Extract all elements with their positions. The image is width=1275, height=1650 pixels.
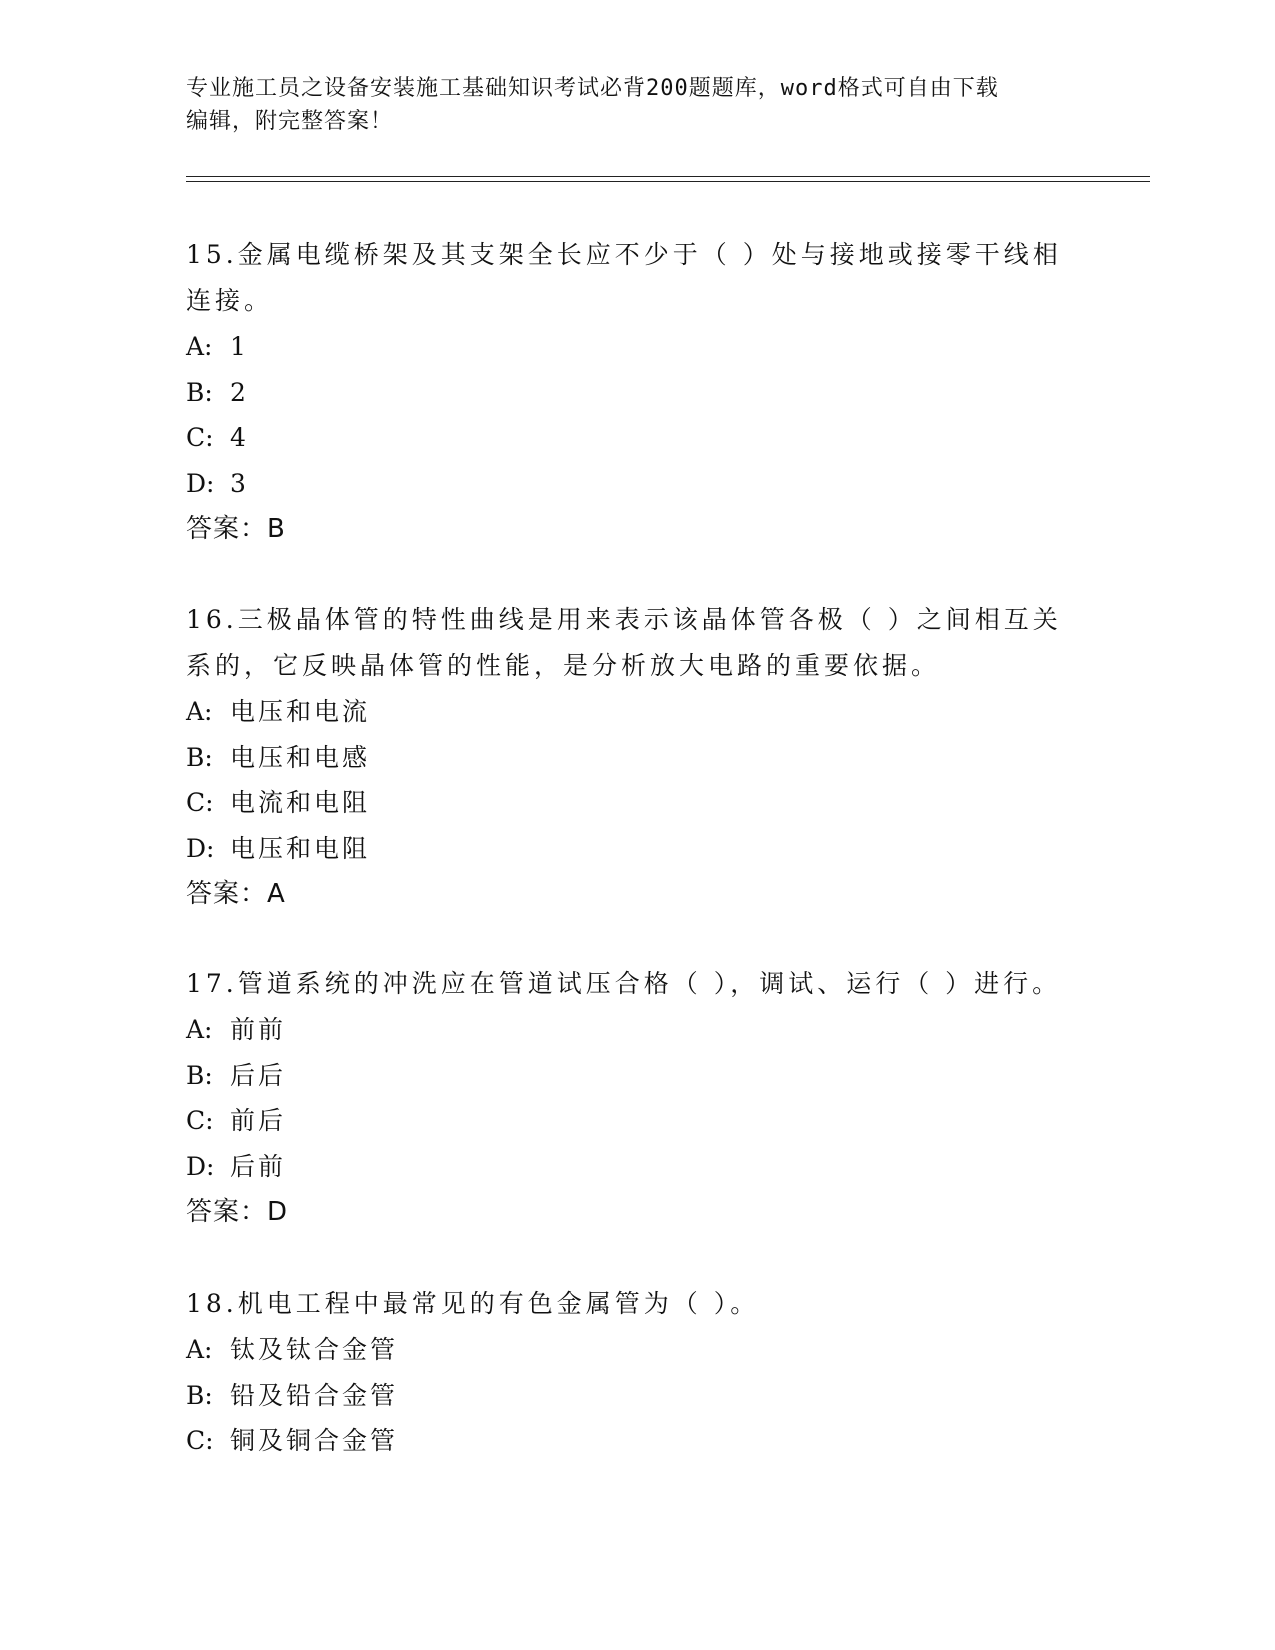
question-16 bbox=[186, 597, 1066, 917]
option-value: 电流和电阻 bbox=[230, 788, 371, 817]
option-key: D: bbox=[186, 833, 215, 863]
option-value: 2 bbox=[230, 377, 249, 407]
option-key: B: bbox=[186, 1060, 213, 1090]
option-d bbox=[186, 1144, 1066, 1190]
option-b bbox=[186, 735, 1066, 781]
option-key: D: bbox=[186, 468, 215, 498]
option-value: 前后 bbox=[230, 1106, 287, 1135]
answer: 答案：B bbox=[186, 514, 286, 544]
option-value: 1 bbox=[230, 332, 249, 361]
option-key: C: bbox=[186, 1106, 214, 1135]
question-text: 18.机电工程中最常见的有色金属管为（ ）。 bbox=[186, 1289, 760, 1318]
question-text: 17.管道系统的冲洗应在管道试压合格（ ），调试、运行（ ）进行。 bbox=[186, 969, 1062, 998]
option-key: C: bbox=[186, 423, 214, 452]
option-value: 钛及钛合金管 bbox=[230, 1335, 399, 1364]
option-a bbox=[186, 324, 1066, 370]
option-value: 前前 bbox=[230, 1015, 287, 1044]
option-b bbox=[186, 1373, 1066, 1419]
option-a bbox=[186, 689, 1066, 735]
option-d bbox=[186, 826, 1066, 872]
option-value: 电压和电流 bbox=[230, 697, 371, 726]
option-c bbox=[186, 780, 1066, 826]
document-header bbox=[186, 72, 1066, 138]
option-value: 电压和电感 bbox=[230, 742, 371, 772]
option-key: B: bbox=[186, 1380, 213, 1410]
option-key: A: bbox=[186, 332, 213, 361]
option-value: 后后 bbox=[230, 1060, 287, 1090]
option-a bbox=[186, 1007, 1066, 1053]
option-key: A: bbox=[186, 1015, 213, 1044]
option-value: 铅及铅合金管 bbox=[230, 1380, 399, 1410]
question-text: 16.三极晶体管的特性曲线是用来表示该晶体管各极（ ）之间相互关系的，它反映晶体管的性能，是分析放大电路的重要依据。 bbox=[186, 605, 1062, 680]
option-value: 3 bbox=[230, 468, 249, 498]
header-line-1: 专业施工员之设备安装施工基础知识考试必背200题题库，word格式可自由下载 bbox=[186, 76, 999, 101]
header-line-2: 编辑，附完整答案！ bbox=[186, 109, 394, 134]
option-d bbox=[186, 461, 1066, 507]
option-key: A: bbox=[186, 697, 213, 726]
answer: 答案：A bbox=[186, 879, 286, 909]
option-key: D: bbox=[186, 1151, 215, 1181]
option-key: C: bbox=[186, 1426, 214, 1455]
option-c bbox=[186, 1418, 1066, 1464]
question-text: 15.金属电缆桥架及其支架全长应不少于（ ）处与接地或接零干线相连接。 bbox=[186, 240, 1062, 315]
option-value: 电压和电阻 bbox=[230, 833, 371, 863]
option-key: A: bbox=[186, 1335, 213, 1364]
option-value: 4 bbox=[230, 423, 249, 452]
question-18 bbox=[186, 1281, 1066, 1464]
option-value: 后前 bbox=[230, 1151, 287, 1181]
option-b bbox=[186, 370, 1066, 416]
option-b bbox=[186, 1053, 1066, 1099]
option-key: B: bbox=[186, 742, 213, 772]
option-key: B: bbox=[186, 377, 213, 407]
question-15 bbox=[186, 232, 1066, 552]
header-divider-bottom bbox=[186, 181, 1150, 182]
answer: 答案：D bbox=[186, 1197, 289, 1227]
option-value: 铜及铜合金管 bbox=[230, 1426, 399, 1455]
option-c bbox=[186, 415, 1066, 461]
option-c bbox=[186, 1098, 1066, 1144]
option-key: C: bbox=[186, 788, 214, 817]
question-17 bbox=[186, 961, 1066, 1235]
header-divider-top bbox=[186, 176, 1150, 177]
option-a bbox=[186, 1327, 1066, 1373]
